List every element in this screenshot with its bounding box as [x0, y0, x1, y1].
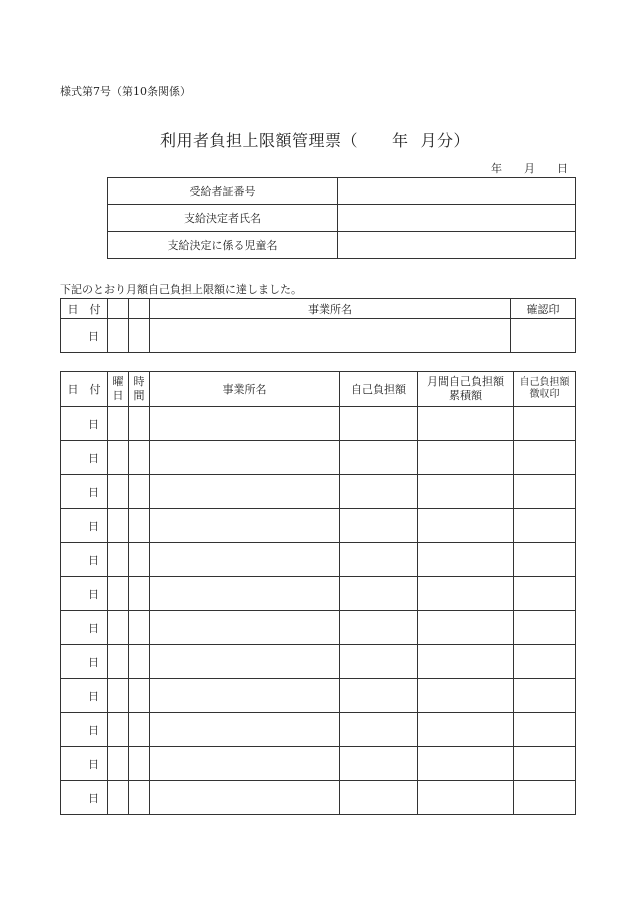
collection-seal-cell[interactable] — [514, 713, 576, 747]
day-cell[interactable]: 日 — [61, 509, 108, 543]
day-cell[interactable]: 日 — [61, 441, 108, 475]
cumulative-cell[interactable] — [418, 611, 514, 645]
self-pay-cell[interactable] — [340, 509, 418, 543]
time-cell[interactable] — [129, 611, 150, 645]
header-weekday-text: 曜日 — [112, 375, 124, 402]
table-row — [61, 543, 576, 577]
info-value-field[interactable] — [338, 178, 576, 205]
time-cell[interactable] — [129, 407, 150, 441]
collection-seal-cell[interactable] — [514, 781, 576, 815]
notice-text: 下記のとおり月額自己負担上限額に達しました。 — [60, 283, 302, 296]
collection-seal-cell[interactable] — [514, 543, 576, 577]
weekday-cell[interactable] — [108, 407, 129, 441]
office-cell[interactable] — [150, 407, 340, 441]
self-pay-cell[interactable] — [340, 475, 418, 509]
info-row — [108, 205, 576, 232]
time-cell[interactable] — [129, 781, 150, 815]
info-label: 受給者証番号 — [108, 178, 338, 205]
cumulative-cell[interactable] — [418, 679, 514, 713]
self-pay-cell[interactable] — [340, 441, 418, 475]
info-value-field[interactable] — [338, 232, 576, 259]
cumulative-cell[interactable] — [418, 713, 514, 747]
time-cell[interactable] — [129, 509, 150, 543]
weekday-cell[interactable] — [108, 475, 129, 509]
day-cell[interactable]: 日 — [61, 781, 108, 815]
header-blank — [129, 299, 150, 319]
self-pay-cell[interactable] — [340, 645, 418, 679]
header-monthly-cumulative — [418, 372, 514, 407]
time-cell[interactable] — [129, 679, 150, 713]
form-number: 様式第7号（第10条関係） — [60, 85, 191, 98]
day-cell[interactable]: 日 — [61, 543, 108, 577]
collection-seal-cell[interactable] — [514, 509, 576, 543]
time-cell[interactable] — [129, 577, 150, 611]
day-cell[interactable]: 日 — [61, 319, 108, 353]
weekday-cell[interactable] — [108, 747, 129, 781]
self-pay-cell[interactable] — [340, 407, 418, 441]
cumulative-cell[interactable] — [418, 645, 514, 679]
table-header-row — [61, 372, 576, 407]
time-cell[interactable] — [129, 645, 150, 679]
header-date: 日 付 — [61, 372, 108, 407]
weekday-cell[interactable] — [108, 645, 129, 679]
info-label: 支給決定者氏名 — [108, 205, 338, 232]
time-cell[interactable] — [129, 747, 150, 781]
table-row — [61, 407, 576, 441]
day-cell[interactable]: 日 — [61, 407, 108, 441]
table-header-row — [61, 299, 576, 319]
title-main: 利用者負担上限額管理票（ — [159, 131, 358, 150]
header-date: 日 付 — [61, 299, 108, 319]
self-pay-cell[interactable] — [340, 781, 418, 815]
header-time — [129, 372, 150, 407]
self-pay-cell[interactable] — [340, 611, 418, 645]
cell[interactable] — [108, 319, 129, 353]
day-cell[interactable]: 日 — [61, 611, 108, 645]
date-line — [491, 160, 568, 176]
header-collection-seal — [514, 372, 576, 407]
day-cell[interactable]: 日 — [61, 713, 108, 747]
office-cell[interactable] — [150, 543, 340, 577]
cumulative-cell[interactable] — [418, 407, 514, 441]
header-monthly-cumulative-line1: 月間自己負担額 — [427, 375, 504, 388]
info-label: 支給決定に係る児童名 — [108, 232, 338, 259]
seal-cell[interactable] — [511, 319, 576, 353]
info-row — [108, 232, 576, 259]
usage-record-table — [60, 371, 576, 815]
info-value-field[interactable] — [338, 205, 576, 232]
self-pay-cell[interactable] — [340, 713, 418, 747]
collection-seal-cell[interactable] — [514, 645, 576, 679]
collection-seal-cell[interactable] — [514, 407, 576, 441]
date-year: 年 — [491, 162, 502, 175]
header-office: 事業所名 — [150, 372, 340, 407]
header-blank — [108, 299, 129, 319]
office-cell[interactable] — [150, 441, 340, 475]
header-collection-seal-line2: 徴収印 — [529, 389, 560, 400]
self-pay-cell[interactable] — [340, 679, 418, 713]
time-cell[interactable] — [129, 441, 150, 475]
cumulative-cell[interactable] — [418, 509, 514, 543]
weekday-cell[interactable] — [108, 611, 129, 645]
weekday-cell[interactable] — [108, 679, 129, 713]
header-seal: 確認印 — [511, 299, 576, 319]
table-row — [61, 475, 576, 509]
day-cell[interactable]: 日 — [61, 577, 108, 611]
recipient-info-table — [107, 177, 576, 259]
header-weekday — [108, 372, 129, 407]
table-row — [61, 577, 576, 611]
table-row — [61, 781, 576, 815]
day-cell[interactable]: 日 — [61, 645, 108, 679]
cumulative-cell[interactable] — [418, 543, 514, 577]
table-row — [61, 509, 576, 543]
cell[interactable] — [129, 319, 150, 353]
header-time-text: 時間 — [133, 375, 145, 402]
office-cell[interactable] — [150, 713, 340, 747]
cumulative-cell[interactable] — [418, 475, 514, 509]
collection-seal-cell[interactable] — [514, 611, 576, 645]
collection-seal-cell[interactable] — [514, 747, 576, 781]
table-row — [61, 441, 576, 475]
cumulative-cell[interactable] — [418, 441, 514, 475]
time-cell[interactable] — [129, 543, 150, 577]
office-cell[interactable] — [150, 747, 340, 781]
table-row — [61, 679, 576, 713]
collection-seal-cell[interactable] — [514, 475, 576, 509]
weekday-cell[interactable] — [108, 509, 129, 543]
limit-reached-table — [60, 298, 576, 353]
office-cell[interactable] — [150, 781, 340, 815]
table-row — [61, 747, 576, 781]
time-cell[interactable] — [129, 475, 150, 509]
weekday-cell[interactable] — [108, 441, 129, 475]
collection-seal-cell[interactable] — [514, 441, 576, 475]
date-day: 日 — [557, 162, 568, 175]
office-cell[interactable] — [150, 475, 340, 509]
weekday-cell[interactable] — [108, 781, 129, 815]
self-pay-cell[interactable] — [340, 577, 418, 611]
cumulative-cell[interactable] — [418, 781, 514, 815]
cumulative-cell[interactable] — [418, 747, 514, 781]
office-cell[interactable] — [150, 577, 340, 611]
table-row — [61, 319, 576, 353]
day-cell[interactable]: 日 — [61, 747, 108, 781]
title-month: 月分） — [420, 131, 471, 150]
cumulative-cell[interactable] — [418, 577, 514, 611]
day-cell[interactable]: 日 — [61, 475, 108, 509]
header-collection-seal-line1: 自己負担額 — [519, 377, 570, 388]
table-row — [61, 611, 576, 645]
weekday-cell[interactable] — [108, 543, 129, 577]
office-cell[interactable] — [150, 645, 340, 679]
table-row — [61, 645, 576, 679]
collection-seal-cell[interactable] — [514, 679, 576, 713]
time-cell[interactable] — [129, 713, 150, 747]
header-self-pay: 自己負担額 — [340, 372, 418, 407]
weekday-cell[interactable] — [108, 577, 129, 611]
header-office: 事業所名 — [150, 299, 511, 319]
weekday-cell[interactable] — [108, 713, 129, 747]
day-cell[interactable]: 日 — [61, 679, 108, 713]
office-cell[interactable] — [150, 679, 340, 713]
header-monthly-cumulative-line2: 累積額 — [449, 389, 482, 402]
usage-record-body — [61, 407, 576, 815]
office-cell[interactable] — [150, 319, 511, 353]
page-title — [0, 128, 630, 151]
self-pay-cell[interactable] — [340, 543, 418, 577]
self-pay-cell[interactable] — [340, 747, 418, 781]
office-cell[interactable] — [150, 509, 340, 543]
title-year: 年 — [391, 131, 409, 150]
info-row — [108, 178, 576, 205]
table-row — [61, 713, 576, 747]
collection-seal-cell[interactable] — [514, 577, 576, 611]
office-cell[interactable] — [150, 611, 340, 645]
date-month: 月 — [524, 162, 535, 175]
